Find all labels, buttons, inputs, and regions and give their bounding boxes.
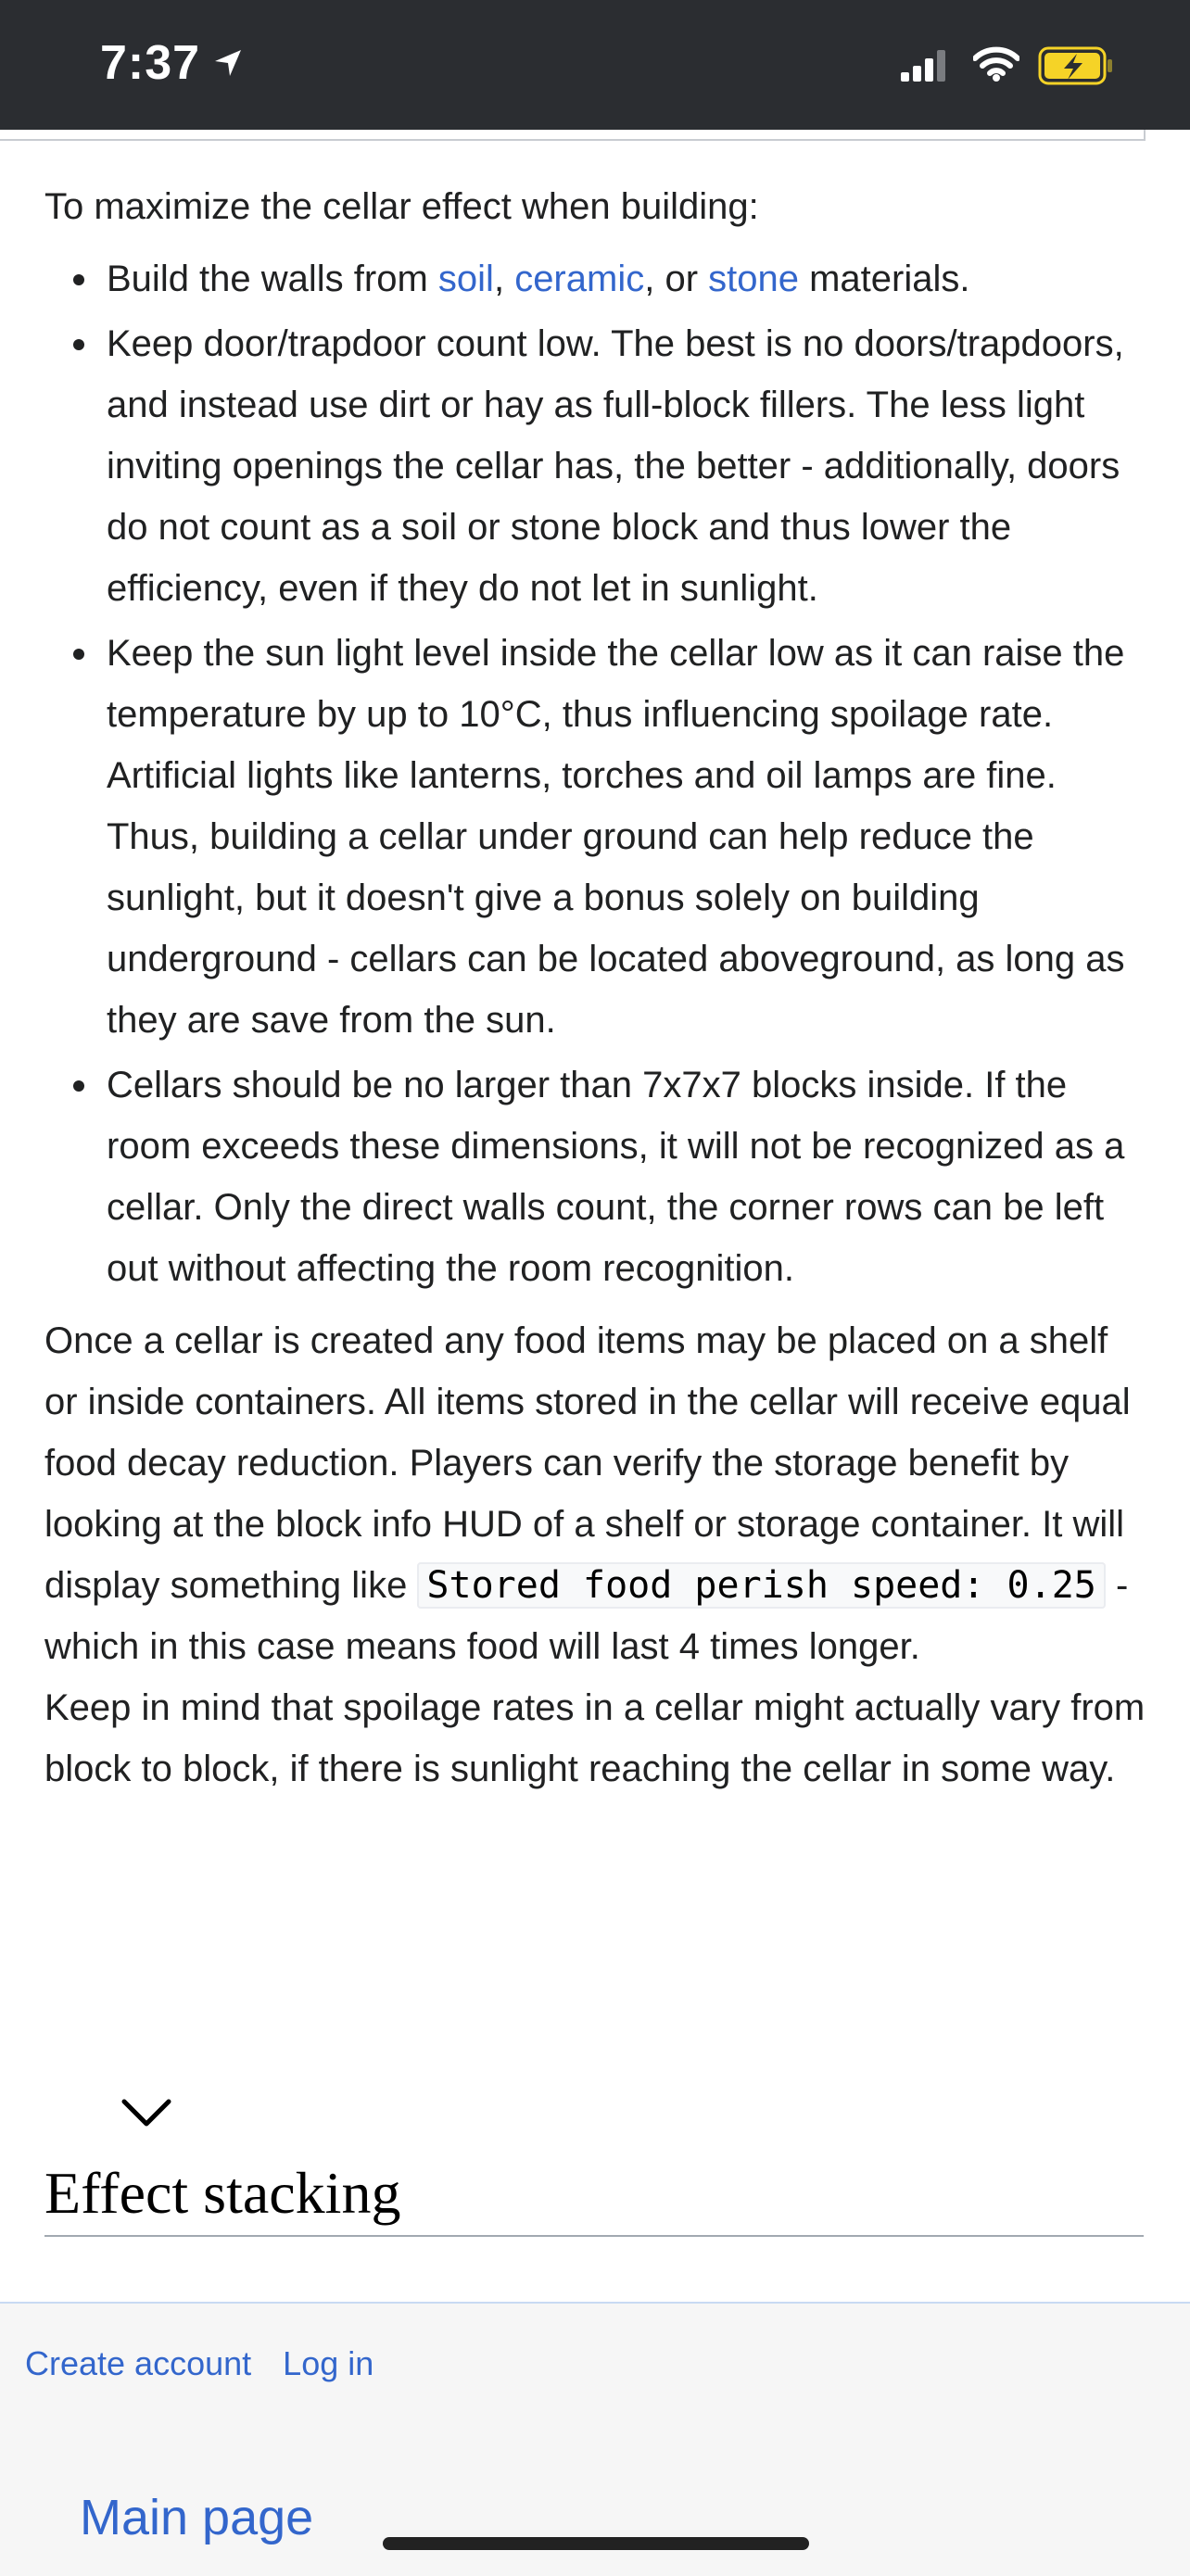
footer-links: [25, 2344, 396, 2383]
separator-text: ,: [493, 259, 515, 299]
tips-list: [44, 248, 1147, 1299]
list-item: Keep door/trapdoor count low. The best is no doors/trapdoors, and instead use dirt or hay as full-block fillers. The less light inviting openings the cellar has, the better - additionally, doors do not count as a soil or stone block and thus lower the efficiency, even if they do not let in sunlight.: [44, 313, 1147, 619]
bullet-text: Build the walls from: [107, 259, 438, 299]
code-snippet: Stored food perish speed: 0.25: [417, 1562, 1105, 1609]
paragraph-text: - which in this case means food will last 4 times longer.: [44, 1565, 1129, 1667]
status-bar: [0, 0, 1190, 130]
section-heading[interactable]: Effect stacking: [44, 2159, 1144, 2237]
bullet-text: materials.: [798, 259, 970, 299]
intro-paragraph: To maximize the cellar effect when building:: [44, 186, 759, 227]
separator-text: , or: [644, 259, 709, 299]
list-item: Keep the sun light level inside the cellar low as it can raise the temperature by up to 10°C, thus influencing spoilage rate. Artificial lights like lanterns, torches and oil lamps are fine. Thus, building a cellar under ground can help reduce the sunlight, but it doesn't give a bonus solely on building underground - cellars can be located aboveground, as long as they are save from the sun.: [44, 623, 1147, 1051]
top-divider: [0, 130, 1146, 141]
battery-charging-icon: [1038, 46, 1116, 90]
paragraph-text: Once a cellar is created any food items may be placed on a shelf or inside containers. All items stored in the cellar will receive equal food decay reduction. Players can verify the storage benefit by looking at the block info HUD of a shelf or storage container. It will display something like: [44, 1320, 1131, 1606]
location-arrow-icon: [211, 46, 245, 84]
wifi-icon: [973, 46, 1019, 86]
storage-paragraph: [44, 1310, 1147, 1677]
list-item: [44, 248, 1147, 309]
home-indicator[interactable]: [383, 2537, 809, 2550]
list-item: Cellars should be no larger than 7x7x7 blocks inside. If the room exceeds these dimensions, it will not be recognized as a cellar. Only the direct walls count, the corner rows can be left out without affecting the room recognition.: [44, 1054, 1147, 1299]
article-content: [44, 176, 1147, 1799]
signal-icon: [901, 50, 949, 86]
status-time: 7:37: [100, 36, 201, 90]
stone-link[interactable]: stone: [708, 259, 799, 299]
footer: [0, 2302, 1190, 2576]
ceramic-link[interactable]: ceramic: [514, 259, 645, 299]
log-in-link[interactable]: Log in: [283, 2344, 374, 2382]
soil-link[interactable]: soil: [437, 259, 494, 299]
chevron-down-icon[interactable]: [120, 2096, 172, 2134]
create-account-link[interactable]: Create account: [25, 2344, 252, 2382]
spoilage-paragraph: Keep in mind that spoilage rates in a cellar might actually vary from block to block, if there is sunlight reaching the cellar in some way.: [44, 1687, 1146, 1789]
main-page-link[interactable]: Main page: [80, 2490, 314, 2545]
